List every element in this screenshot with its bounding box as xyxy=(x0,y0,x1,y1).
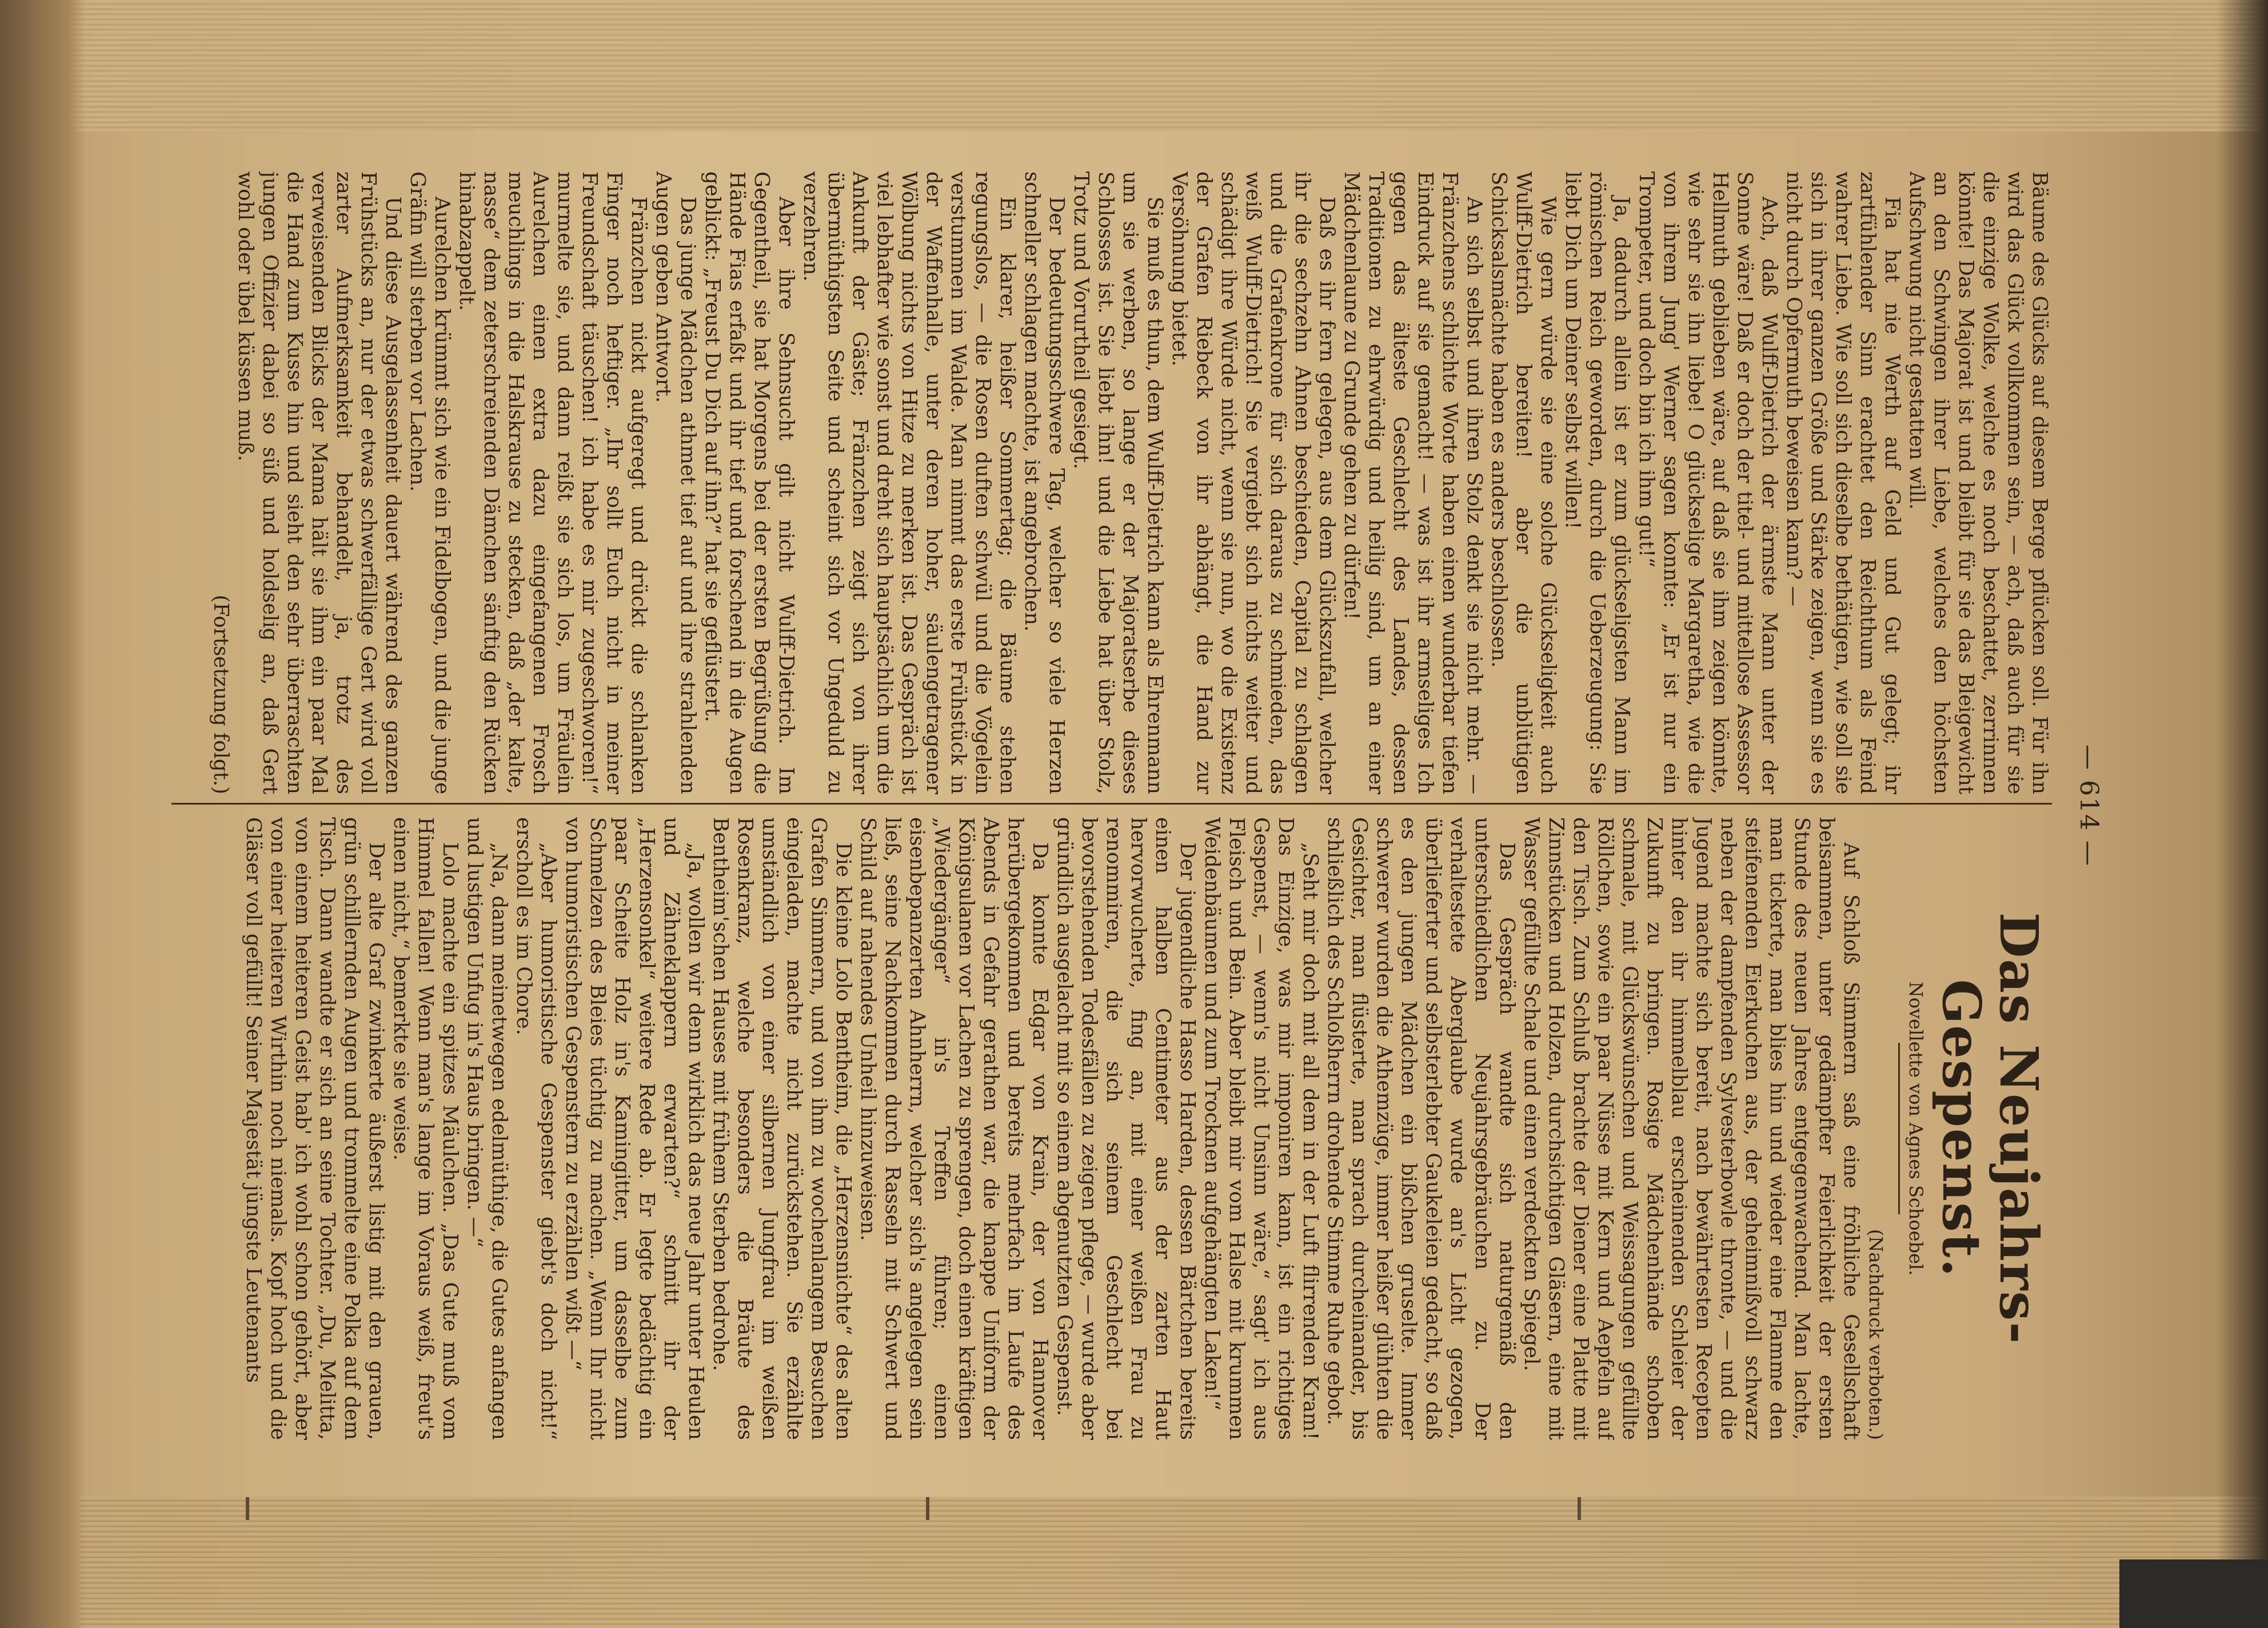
paragraph: „Seht mir doch mit all dem in der Luft flirrenden Kram! Das Einzige, was mir imponiren kann, ist ein richtiges Gespenst, — wenn's nicht Unsinn wäre,“ sagt' ich aus Fleisch und Bein. Aber bleibt mir vom Halse mit krummen Weidenbäumen und zum Trocknen aufgehängten Laken!“ xyxy=(1200,817,1322,1440)
page-number: — 614 — xyxy=(2074,745,2103,867)
paragraph: Und diese Ausgelassenheit dauert während des ganzen Frühstücks an, nur der etwas schwerfällige Gert wird voll zarter Aufmerksamkeit behandelt, ja, trotz des verweisenden Blicks der Mama hält sie ihm ein paar Mal die Hand zum Kusse hin und sieht den sehr überraschten jungen Offizier dabei so süß und holdselig an, daß Gert wohl oder übel küssen muß. xyxy=(234,171,405,794)
cover-edge-right xyxy=(2217,0,2268,1628)
book-spine xyxy=(0,0,86,1628)
column-divider xyxy=(171,803,2052,805)
paragraph: Der jugendliche Hasso Harden, dessen Bärtchen bereits einen halben Centimeter aus der zarten Haut hervorwucherte, fing an, mit einer weißen Frau zu renommiren, die sich seinem Geschlecht bei bevorstehenden Todesfällen zu zeigen pflege, — wurde aber gründlich ausgelacht mit so einem abgenutzten Gespenst. xyxy=(1053,817,1199,1440)
paragraph: Der alte Graf zwinkerte äußerst listig mit den grauen, grün schillernden Augen und trommelte eine Polka auf dem Tisch. Dann wandte er sich an seine Tochter. „Du, Melitta, von einem heiteren Geist hab' ich wohl schon gehört, aber von einer heiteren Wirthin noch niemals. Kopf hoch und die Gläser voll gefüllt! Seiner Majestät jüngste Leutenants xyxy=(242,817,388,1440)
paragraph: Daß es ihr fern gelegen, aus dem Glückszufall, welcher ihr die sechzehn Ahnen beschieden, Capital zu schlagen und die Grafenkrone für sich daraus zu schmieden, das weiß Wulff-Dietrich! Sie vergiebt sich nichts weiter und schädigt ihre Würde nicht, wenn sie nun, wo die Existenz der Grafen Riebeck von ihr abhängt, die Hand zur Versöhnung bietet. xyxy=(1168,171,1339,794)
paragraph: „Ja, wollen wir denn wirklich das neue Jahr unter Heulen und Zähneklappern erwarten?“ schnitt ihr der „Herzensonkel“ weitere Rede ab. Er legte bedächtig ein paar Scheite Holz in's Kamingitter, um dasselbe zum Schmelzen des Bleies tüchtig zu machen. „Wenn Ihr nicht von humoristischen Gespenstern zu erzählen wißt —“ xyxy=(561,817,708,1440)
title-rule xyxy=(1898,1043,1900,1214)
book-cover-corner xyxy=(2119,1559,2268,1628)
binding-stitch xyxy=(926,1497,929,1520)
paragraph: Lolo machte ein spitzes Mäulchen. „Das Gute muß vom Himmel fallen! Wenn man's lange im Voraus weiß, freut's einen nicht,“ bemerkte sie weise. xyxy=(389,817,462,1440)
paragraph: Ja, dadurch allein ist er zum glückseligsten Mann im römischen Reich geworden, durch die Ueberzeugung: Sie liebt Dich um Deiner selbst willen! xyxy=(1561,171,1634,794)
paragraph: Die kleine Lolo Bentheim, die „Herzensnichte“ des alten Grafen Simmern, und von ihm zu wochenlangem Besuchen eingeladen, machte nicht zurückstehen. Sie erzählte umständlich von einer silbernen Jungfrau im weißen Rosenkranz, welche besonders die Bräute des Bentheim'schen Hauses mit frühem Sterben bedrohe. xyxy=(709,817,855,1440)
paragraph: Fia hat nie Werth auf Geld und Gut gelegt; ihr zartfühlender Sinn erachtet den Reichthum als Feind wahrer Liebe. Wie soll sich dieselbe bethätigen, wie soll sie sich in ihrer ganzen Größe und Stärke zeigen, wenn sie es nicht durch Opfermuth beweisen kann? — xyxy=(1782,171,1904,794)
paragraph: Das junge Mädchen athmet tief auf und ihre strahlenden Augen geben Antwort. xyxy=(652,171,700,794)
paragraph: Wie gern würde sie eine solche Glückseligkeit auch Wulff-Dietrich bereiten! aber die unblütigen Schicksalsmächte haben es anders beschlossen. xyxy=(1487,171,1560,794)
paragraph: Der bedeutungsschwere Tag, welcher so viele Herzen schneller schlagen machte, ist angebrochen. xyxy=(1020,171,1068,794)
paragraph: Bäume des Glücks auf diesem Berge pflücken soll. Für ihn wird das Glück vollkommen sein, — ach, daß auch für sie die einzige Wolke, welche es noch beschattet, zerrinnen könnte! Das Majorat ist und bleibt für sie das Bleigewicht an den Schwingen ihrer Liebe, welches den höchsten Aufschwung nicht gestatten will. xyxy=(1905,171,2051,794)
paragraph: Das Gespräch wandte sich naturgemäß den unterschiedlichen Neujahrsgebräuchen zu. Der verhaltestete Aberglaube wurde an's Licht gezogen, überlieferter und selbsterlebter Gaukeleien gedacht, so daß es den jungen Mädchen ein bißchen gruselte. Immer schwerer wurden die Athemzüge, immer heißer glühten die Gesichter, man flüsterte, man sprach durcheinander, bis schließlich des Schloßherrn drohende Stimme Ruhe gebot. xyxy=(1323,817,1519,1440)
paragraph: Sie muß es thun, dem Wulff-Dietrich kann als Ehrenmann um sie werben, so lange er der Majoratserbe dieses Schlosses ist. Sie liebt ihn! und die Liebe hat über Stolz, Trotz und Vorurtheil gesiegt. xyxy=(1069,171,1167,794)
article-title: Das Neujahrs-Gespenst. xyxy=(1931,912,2050,1345)
paragraph: „Na, dann meinetwegen edelmüthige, die Gutes anfangen und lustigen Unfug in's Haus bringen. —“ xyxy=(463,817,511,1440)
paragraph: Aber ihre Sehnsucht gilt nicht Wulff-Dietrich. Im Gegentheil, sie hat Morgens bei der ersten Begrüßung die Hände Fias erfaßt und ihr tief und forschend in die Augen geblickt: „Freust Du Dich auf ihn?“ hat sie geflüstert. xyxy=(701,171,798,794)
paragraph: Aurelchen krümmt sich wie ein Fidelbogen, und die junge Gräfin will sterben vor Lachen. xyxy=(406,171,454,794)
right-column xyxy=(171,817,2052,1440)
article-byline: Novellette von Agnes Schoebel. xyxy=(1905,981,1927,1276)
paragraph: Auf Schloß Simmern saß eine fröhliche Gesellschaft beisammen, unter gedämpfter Feierlichkeit der ersten Stunde des neuen Jahres entgegenwachend. Man lachte, man tickerte, man blies hin und wieder eine Flamme den steifenenden Eierkuchen aus, der geheimnißvoll schwarz neben der dampfenden Sylvesterbowle thronte, — und die Jugend machte sich bereit, nach bewährtesten Recepten hinter den ihr himmelblau erscheinenden Schleier der Zukunft zu bringen. Rosige Mädchenhände schoben schmale, mit Glückswünschen und Weissagungen gefüllte Röllchen, sowie ein paar Nüsse mit Kern und Aepfeln auf den Tisch. Zum Schluß brachte der Diener eine Platte mit Zinnstücken und Holzen, durchsichtigen Gläsern, eine mit Wasser gefüllte Schale und einen verdeckten Spiegel. xyxy=(1520,817,1863,1440)
paragraph: Da konnte Edgar von Krain, der von Hannover herübergekommen und bereits mehrfach im Laufe des Abends in Gefahr gerathen war, die knappe Uniform der Königsulanen vor Lachen zu sprengen, doch einen kräftigen „Wiedergänger“ in's Treffen führen; einen eisenbepanzerten Ahnherrn, welcher sich's angelegen sein ließ, seine Nachkommen durch Rasseln mit Schwert und Schild auf nahendes Unheil hinzuweisen. xyxy=(856,817,1052,1440)
printed-page xyxy=(143,149,2121,1463)
paragraph: Fränzchen nickt aufgeregt und drückt die schlanken Finger noch heftiger. „Ihr sollt Euch nicht in meiner Freundschaft täuschen! ich habe es mir zugeschworen!“ murmelte sie, und dann reißt sie sich los, um Fräulein Aurelchen einen extra dazu eingefangenen Frosch meuchlings in die Halskrause zu stecken, daß „der kalte, nasse“ dem zeterschreienden Dämchen sänftig den Rücken hinabzappelt. xyxy=(455,171,650,794)
page-edges-bottom xyxy=(80,1497,2268,1628)
paragraph: „Aber humoristische Gespenster giebt's doch nicht!“ erscholl es im Chore. xyxy=(512,817,560,1440)
reprint-note: (Nachdruck verboten.) xyxy=(1865,1229,1887,1440)
continuation-note: (Fortsetzung folgt.) xyxy=(209,594,233,794)
page-edges-top xyxy=(0,0,2268,131)
paragraph: An sich selbst und ihren Stolz denkt sie nicht mehr. — Fränzchens schlichte Worte haben einen wunderbar tiefen Eindruck auf sie gemacht! — was ist ihr armseliges Ich gegen das älteste Geschlecht des Landes, dessen Traditionen zu ehrwürdig und heilig sind, um an einer Mädchenlaune zu Grunde gehen zu dürfen! xyxy=(1340,171,1486,794)
binding-stitch xyxy=(1578,1497,1581,1520)
binding-stitch xyxy=(246,1497,249,1520)
paragraph: Ein klarer, heißer Sommertag; die Bäume stehen regungslos, — die Rosen duften schwül und die Vögelein verstummen im Walde. Man nimmt das erste Frühstück in der Waffenhalle, unter deren hoher, säulengetragener Wölbung nichts von Hitze zu merken ist. Das Gespräch ist viel lebhafter wie sonst und dreht sich hauptsächlich um die Ankunft der Gäste; Fränzchen zeigt sich von ihrer übermüthigsten Seite und scheint sich vor Ungeduld zu verzehren. xyxy=(799,171,1019,794)
left-column xyxy=(171,171,2052,794)
paragraph: Ach, daß Wulff-Dietrich der ärmste Mann unter der Sonne wäre! Daß er doch der titel- und mittellose Assessor Hellmuth geblieben wäre, auf daß sie ihm zeigen könnte, wie sehr sie ihn liebe! O glückselige Margaretha, wie die von ihrem Jung' Werner sagen konnte: „Er ist nur ein Trompeter, und doch bin ich ihm gut!“ xyxy=(1635,171,1781,794)
